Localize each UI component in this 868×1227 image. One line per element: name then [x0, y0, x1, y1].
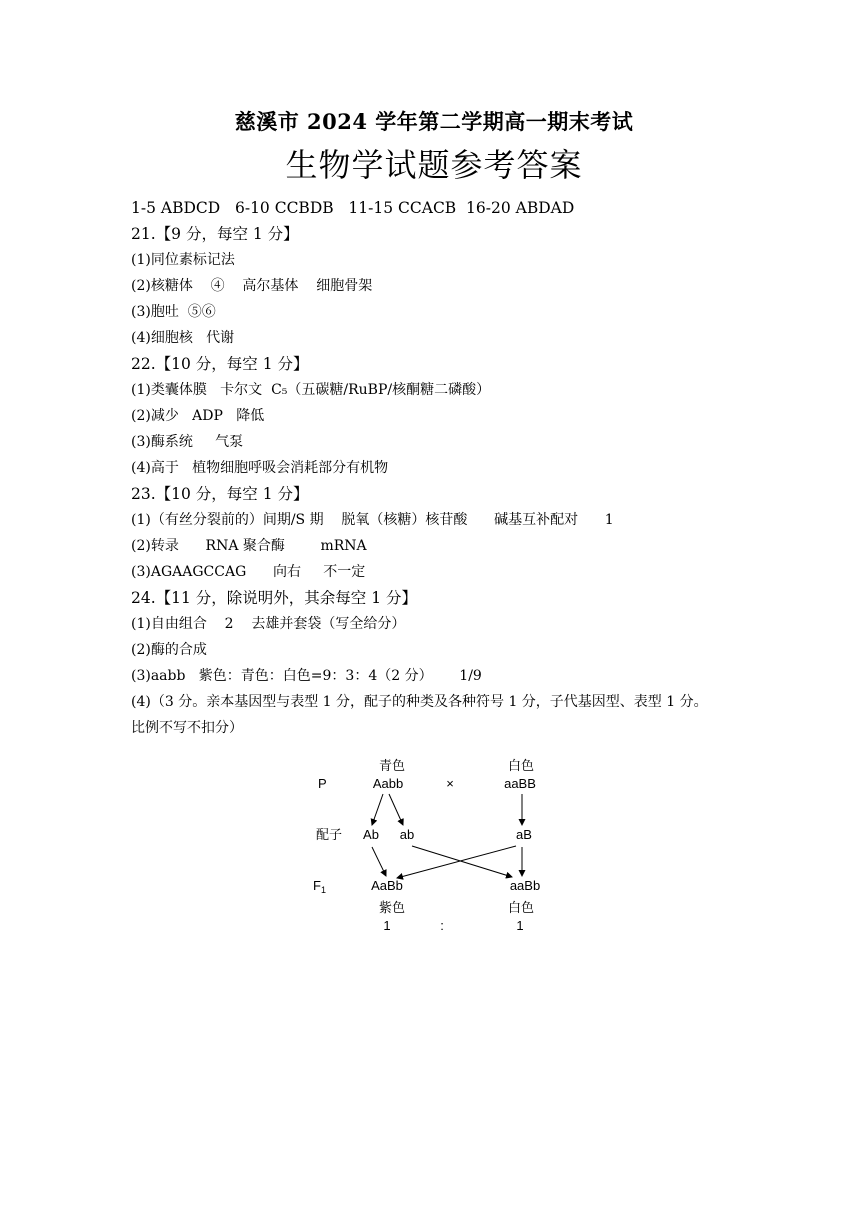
offspring2-phenotype: 白色	[507, 900, 535, 915]
q22-answer-3: (3)酶系统 气泵	[131, 434, 244, 450]
f1-label: $F_1$	[313, 878, 326, 895]
gamete-ab: ab	[399, 827, 415, 842]
choice-answers: 1-5 ABDCD 6-10 CCBDB 11-15 CCACB 16-20 ABDAD	[131, 199, 575, 217]
gamete-Ab: Ab	[363, 827, 379, 842]
p-generation-label: P	[318, 776, 327, 791]
offspring1-phenotype: 紫色	[378, 900, 406, 915]
q24-answer-4-cont: 比例不写不扣分）	[131, 720, 243, 736]
cross-symbol: ×	[446, 776, 454, 791]
q23-answer-3: (3)AGAAGCCAG 向右 不一定	[131, 564, 366, 580]
q24-answer-2: (2)酶的合成	[131, 642, 207, 658]
offspring2-ratio: 1	[516, 918, 524, 933]
answer-content	[131, 195, 741, 741]
ratio-colon: :	[440, 918, 444, 933]
q24-answer-4: (4)（3 分。亲本基因型与表型 1 分，配子的种类及各种符号 1 分，子代基因型、表型 1 分。	[131, 694, 708, 710]
q24-heading: 24.【11 分，除说明外，其余每空 1 分】	[131, 589, 418, 607]
q21-answer-2: (2)核糖体 ④ 高尔基体 细胞骨架	[131, 278, 373, 294]
gamete-label: 配子	[316, 827, 343, 842]
arrow-parent1-to-ab	[389, 794, 403, 825]
q21-answer-4: (4)细胞核 代谢	[131, 330, 235, 346]
exam-title: 慈溪市 2024 学年第二学期高一期末考试	[234, 109, 634, 134]
answer-key-title: 生物学试题参考答案	[285, 146, 583, 184]
genetic-cross-diagram	[300, 750, 580, 940]
q23-answer-1: (1)（有丝分裂前的）间期/S 期 脱氧（核糖）核苷酸 碱基互补配对 1	[131, 512, 614, 528]
arrow-Ab-to-AaBb	[372, 847, 386, 876]
q21-answer-3: (3)胞吐 ⑤⑥	[131, 304, 216, 320]
q23-heading: 23.【10 分，每空 1 分】	[131, 485, 309, 503]
offspring2-genotype: aaBb	[509, 878, 541, 893]
q24-answer-3: (3)aabb 紫色：青色：白色=9：3：4（2 分） 1/9	[131, 668, 482, 684]
q21-answer-1: (1)同位素标记法	[131, 252, 235, 268]
parent2-genotype: aaBB	[504, 776, 536, 791]
q22-answer-4: (4)高于 植物细胞呼吸会消耗部分有机物	[131, 460, 389, 476]
parent2-phenotype: 白色	[507, 758, 535, 773]
q22-answer-1: (1)类囊体膜 卡尔文 C₅（五碳糖/RuBP/核酮糖二磷酸）	[131, 382, 491, 398]
parent1-genotype: Aabb	[372, 776, 404, 791]
arrow-parent1-to-Ab	[372, 794, 383, 825]
q23-answer-2: (2)转录 RNA 聚合酶 mRNA	[131, 538, 367, 554]
q22-heading: 22.【10 分，每空 1 分】	[131, 355, 309, 373]
q24-answer-1: (1)自由组合 2 去雄并套袋（写全给分）	[131, 616, 406, 632]
offspring1-ratio: 1	[383, 918, 391, 933]
q22-answer-2: (2)减少 ADP 降低	[131, 408, 265, 424]
q21-heading: 21.【9 分，每空 1 分】	[131, 225, 299, 243]
gamete-aB: aB	[516, 827, 532, 842]
offspring1-genotype: AaBb	[371, 878, 403, 893]
parent1-phenotype: 青色	[378, 758, 406, 773]
